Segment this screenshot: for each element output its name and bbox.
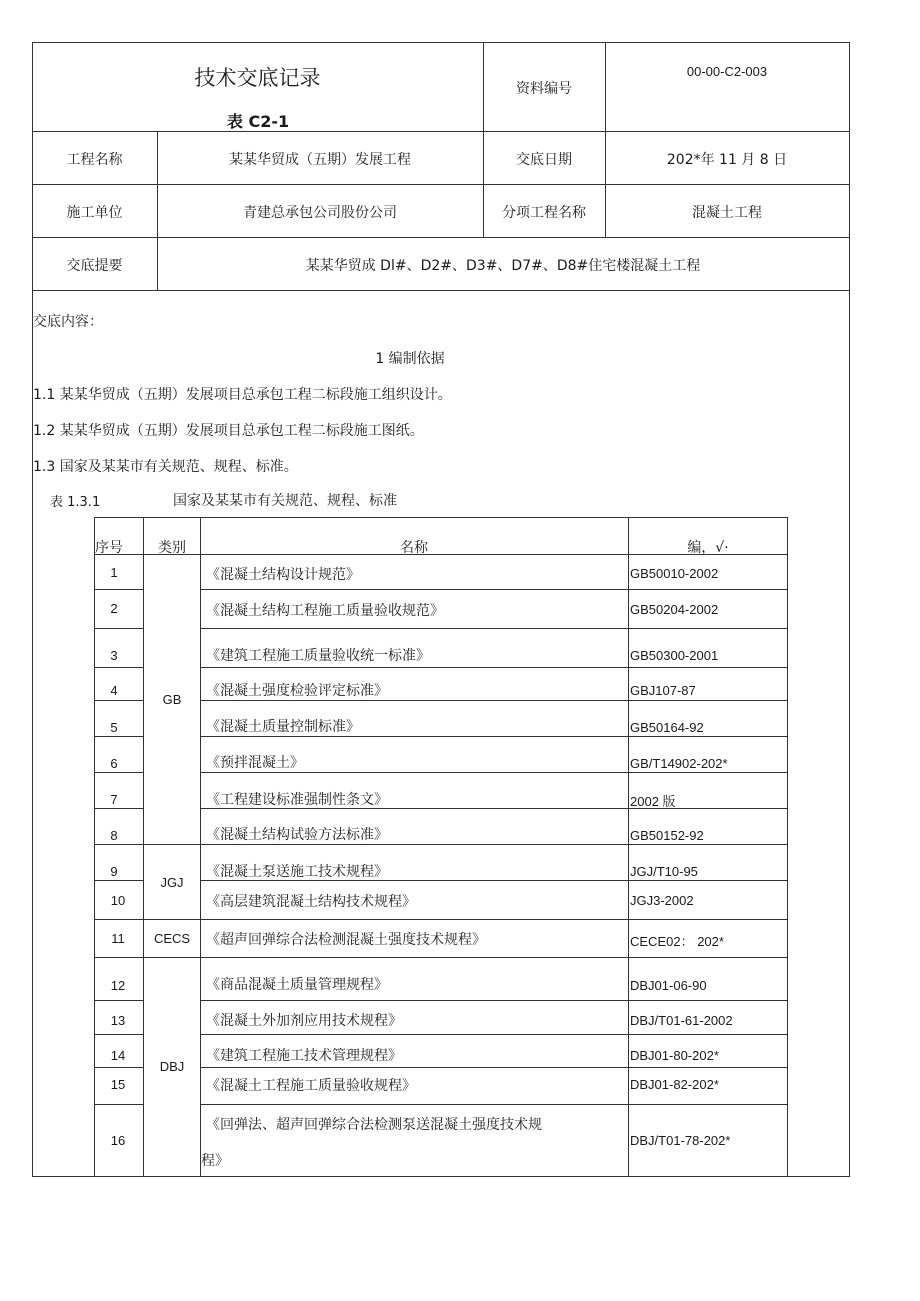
row-code: 2002 版 — [630, 794, 676, 809]
category-dbj: DBJ — [159, 1059, 185, 1074]
project-name-value: 某某华贸成（五期）发展工程 — [229, 152, 411, 168]
content-item: 1.3 国家及某某市有关规范、规程、标准。 — [33, 459, 298, 475]
row-number: 10 — [110, 893, 126, 908]
row-code: DBJ01-06-90 — [630, 978, 707, 993]
row-number: 3 — [110, 648, 118, 663]
table-caption-text: 国家及某某市有关规范、规程、标准 — [173, 493, 397, 509]
row-name: 《预拌混凝土》 — [206, 755, 304, 771]
summary-value: 某某华贸成 Dl#、D2#、D3#、D7#、D8#住宅楼混凝土工程 — [305, 258, 701, 274]
doc-number-label: 资料编号 — [516, 81, 572, 97]
row-code: DBJ01-82-202* — [630, 1077, 719, 1092]
row-code: GB50164-92 — [630, 720, 704, 735]
row-number: 16 — [110, 1133, 126, 1148]
form-code: 表 C2-1 — [226, 112, 290, 131]
project-name-label: 工程名称 — [66, 152, 123, 168]
row-name: 《混凝土结构试验方法标准》 — [206, 827, 388, 843]
content-item: 1.1 某某华贸成（五期）发展项目总承包工程二标段施工组织设计。 — [33, 387, 452, 403]
row-code: GB50152-92 — [630, 828, 704, 843]
date-label: 交底日期 — [516, 152, 572, 168]
row-number: 15 — [110, 1077, 126, 1092]
content-intro: 交底内容： — [33, 314, 103, 330]
row-name: 《商品混凝土质量管理规程》 — [206, 977, 388, 993]
row-name: 程》 — [201, 1153, 229, 1169]
row-code: GB50204-2002 — [630, 602, 719, 617]
col-header-category: 类别 — [158, 540, 186, 556]
doc-number-value: 00-00-C2-003 — [686, 64, 768, 79]
row-number: 1 — [110, 565, 118, 580]
row-name: 《建筑工程施工技术管理规程》 — [206, 1048, 402, 1064]
row-number: 5 — [110, 720, 118, 735]
row-name: 《混凝土结构工程施工质量验收规范》 — [206, 603, 444, 619]
subproject-label: 分项工程名称 — [502, 205, 586, 221]
table-caption-number: 表 1.3.1 — [50, 495, 101, 510]
row-code: GBJ107-87 — [630, 683, 696, 698]
summary-label: 交底提要 — [66, 258, 123, 274]
category-gb: GB — [162, 692, 182, 707]
row-number: 2 — [110, 601, 118, 616]
row-name: 《混凝土工程施工质量验收规程》 — [206, 1078, 416, 1094]
row-code: DBJ01-80-202* — [630, 1048, 719, 1063]
row-name: 《工程建设标准强制性条文》 — [206, 792, 388, 808]
row-number: 12 — [110, 978, 126, 993]
col-header-name: 名称 — [400, 540, 428, 556]
category-cecs: CECS — [153, 931, 191, 946]
row-code: DBJ/T01-61-2002 — [630, 1013, 733, 1028]
row-number: 13 — [110, 1013, 126, 1028]
col-header-code: 编，√· — [687, 540, 729, 556]
row-name: 《超声回弹综合法检测混凝土强度技术规程》 — [206, 932, 486, 948]
row-code: JGJ3-2002 — [630, 893, 694, 908]
row-name: 《混凝土质量控制标准》 — [206, 719, 360, 735]
row-name: 《混凝土外加剂应用技术规程》 — [206, 1013, 402, 1029]
row-code: GB50300-2001 — [630, 648, 719, 663]
row-name: 《混凝土泵送施工技术规程》 — [206, 864, 388, 880]
row-code: CECE02： 202* — [630, 934, 724, 949]
unit-value: 青建总承包公司股份公司 — [243, 205, 397, 221]
row-code: DBJ/T01-78-202* — [630, 1133, 731, 1148]
row-number: 14 — [110, 1048, 126, 1063]
row-number: 11 — [111, 931, 125, 946]
content-item: 1.2 某某华贸成（五期）发展项目总承包工程二标段施工图纸。 — [33, 423, 424, 439]
row-name: 《建筑工程施工质量验收统一标准》 — [206, 648, 430, 664]
subproject-value: 混凝土工程 — [692, 205, 762, 221]
row-code: GB/T14902-202* — [630, 756, 728, 771]
row-name: 《混凝土结构设计规范》 — [206, 567, 360, 583]
section-title: 1 编制依据 — [375, 351, 445, 367]
row-number: 7 — [110, 792, 118, 807]
page-title: 技术交底记录 — [194, 66, 321, 90]
row-number: 9 — [110, 864, 118, 879]
unit-label: 施工单位 — [66, 205, 123, 221]
row-code: GB50010-2002 — [630, 566, 719, 581]
col-header-no: 序号 — [95, 540, 123, 556]
row-number: 8 — [110, 828, 118, 843]
row-number: 6 — [110, 756, 118, 771]
row-name: 《混凝土强度检验评定标准》 — [206, 683, 388, 699]
category-jgj: JGJ — [160, 875, 184, 890]
date-value: 202*年 11 月 8 日 — [666, 152, 788, 168]
row-code: JGJ/T10-95 — [630, 864, 698, 879]
row-number: 4 — [110, 683, 118, 698]
row-name: 《高层建筑混凝土结构技术规程》 — [206, 894, 416, 910]
row-name: 《回弹法、超声回弹综合法检测泵送混凝土强度技术规 — [206, 1117, 542, 1133]
